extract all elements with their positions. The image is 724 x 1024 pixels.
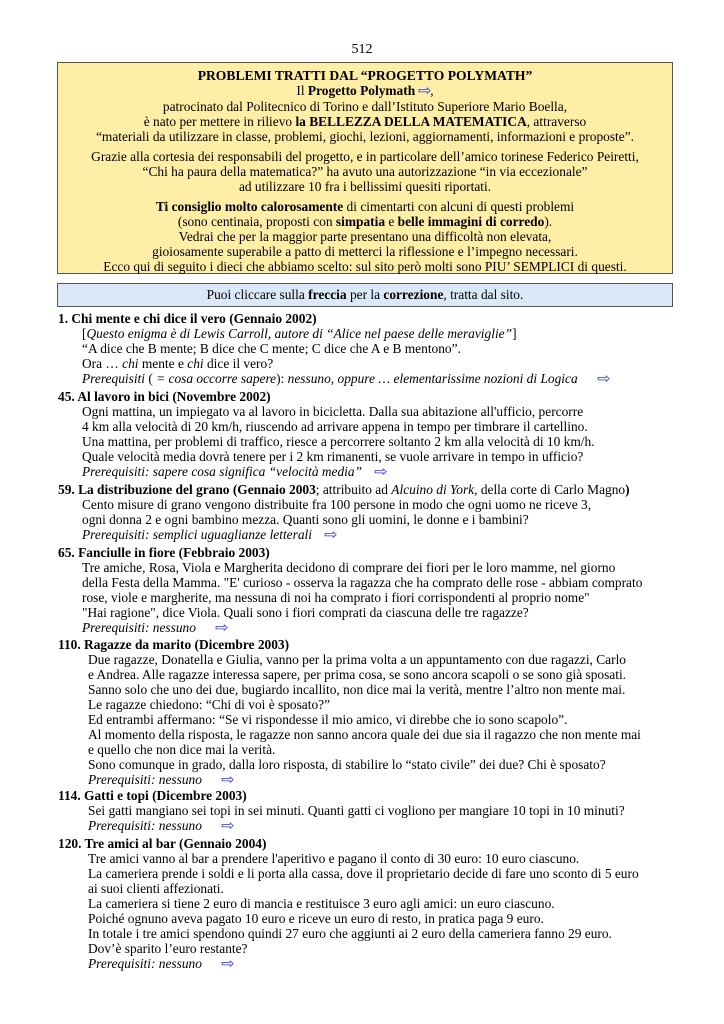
text: Puoi cliccare sulla: [206, 287, 309, 302]
problem-line: Ogni mattina, un impiegato va al lavoro in bicicletta. Dalla sua abitazione all'ufficio, percorre: [82, 404, 584, 419]
text: Ora …: [82, 356, 123, 371]
text: Prerequisiti: nessuno: [88, 818, 202, 833]
arrow-right-icon[interactable]: ⇨: [374, 464, 389, 480]
text: (sono centinaia, proposti con: [177, 214, 336, 229]
text: , della corte di Carlo Magno: [474, 482, 626, 497]
problem-body: [58, 326, 688, 387]
text: Prerequisiti: [82, 371, 145, 386]
problem-line: della Festa della Mamma. "E' curioso - osserva la ragazza che ha comprato delle rose - abbiam comprato: [82, 575, 643, 590]
bold-text: Ti consiglio molto calorosamente: [155, 199, 344, 214]
problem-110: [58, 637, 688, 788]
problem-line: Le ragazze chiedono: “Chi di voi è sposato?”: [88, 697, 331, 712]
problem-line: ai suoi clienti affezionati.: [88, 881, 224, 896]
problem-line: Ed entrambi affermano: “Se vi rispondesse il mio amico, vi direbbe che io sono scapolo”.: [88, 712, 568, 727]
text: ): [625, 482, 630, 497]
intro-line-9: [58, 214, 672, 229]
text: 59. La distribuzione del grano (Gennaio 2003: [58, 482, 316, 497]
prerequisites: [88, 772, 688, 788]
intro-line-10: Vedrai che per la maggior parte presentano una difficoltà non elevata,: [178, 229, 552, 244]
bold-text: simpatia: [335, 214, 386, 229]
problem-line: Tre amiche, Rosa, Viola e Margherita decidono di comprare dei fiori per le loro mamme, nel giorno: [82, 560, 616, 575]
problem-line: Cento misure di grano vengono distribuite fra 100 persone in modo che ogni uomo ne riceve 3,: [82, 497, 592, 512]
problem-line: Dov’è sparito l’euro restante?: [88, 941, 248, 956]
problem-body: [58, 652, 688, 788]
problem-line: [82, 356, 688, 371]
page-number: 512: [351, 42, 373, 57]
bold-text: la BELLEZZA DELLA MATEMATICA: [295, 114, 527, 129]
arrow-right-icon[interactable]: ⇨: [596, 371, 611, 387]
text: Prerequisiti: nessuno: [82, 620, 196, 635]
bold-text: freccia: [308, 287, 347, 302]
text: di cimentarti con alcuni di questi problemi: [343, 199, 575, 214]
problem-line: ogni donna 2 e ogni bambino mezza. Quanti sono gli uomini, le donne e i bambini?: [82, 512, 529, 527]
arrow-right-icon[interactable]: ⇨: [417, 83, 432, 99]
text: ):: [276, 371, 288, 386]
arrow-right-icon[interactable]: ⇨: [221, 818, 235, 834]
problem-line: rose, viole e margherite, ma nessuna di noi ha comprato i fiori corrispondenti al proprio nome": [82, 590, 590, 605]
problem-heading: 1. Chi mente e chi dice il vero (Gennaio 2002): [58, 311, 317, 326]
problem-heading: 114. Gatti e topi (Dicembre 2003): [58, 788, 247, 803]
intro-line-4: “materiali da utilizzare in classe, problemi, giochi, lezioni, aggiornamenti, informazioni e proposte”.: [95, 129, 635, 144]
problem-body: [58, 404, 688, 480]
text: è nato per mettere in rilievo: [143, 114, 296, 129]
text: mente e: [138, 356, 188, 371]
italic-text: chi: [122, 356, 139, 371]
text: ,: [430, 83, 434, 98]
prerequisites: [88, 956, 688, 972]
problem-line: e quello che non dice mai la verità.: [88, 742, 276, 757]
text: Prerequisiti: semplici uguaglianze letterali: [82, 527, 312, 542]
project-name: Progetto Polymath: [307, 83, 416, 98]
problem-120: [58, 836, 688, 972]
text: ; attribuito ad: [315, 482, 392, 497]
problem-line: 4 km alla velocità di 20 km/h, riuscendo ad arrivare appena in tempo per timbrare il cartellino.: [82, 419, 588, 434]
problem-line: “A dice che B mente; B dice che C mente; C dice che A e B mentono”.: [82, 341, 461, 356]
problem-line: In totale i tre amici spendono quindi 27 euro che aggiunti ai 2 euro della cameriera fanno 29 euro.: [88, 926, 612, 941]
problem-body: [58, 803, 688, 834]
text: (: [144, 371, 157, 386]
text: dice il vero?: [203, 356, 274, 371]
prerequisites: [82, 527, 688, 543]
problem-line: Sanno solo che uno dei due, bugiardo incallito, non dice mai la verità, mentre l’altro non mente mai.: [88, 682, 626, 697]
intro-line-6: “Chi ha paura della matematica?” ha avuto una autorizzazione “in via eccezionale”: [142, 164, 588, 179]
text: Il: [296, 83, 308, 98]
problem-59: [58, 482, 688, 543]
arrow-right-icon[interactable]: ⇨: [221, 956, 235, 972]
intro-line-8: [58, 199, 672, 214]
prerequisites: [82, 464, 688, 480]
intro-line-5: Grazie alla cortesia dei responsabili del progetto, e in particolare dell’amico torinese Federico Peiretti,: [91, 149, 639, 164]
prerequisites: [88, 818, 688, 834]
problem-114: [58, 788, 688, 834]
problem-line: Sono comunque in grado, dalla loro risposta, di stabilire lo “stato civile” dei due? Chi è sposato?: [88, 757, 606, 772]
italic-text: Alcuino di York: [391, 482, 475, 497]
text: ]: [512, 326, 517, 341]
problem-body: [58, 560, 688, 636]
arrow-right-icon[interactable]: ⇨: [221, 772, 235, 788]
problem-heading: 120. Tre amici al bar (Gennaio 2004): [58, 836, 267, 851]
problem-line: Tre amici vanno al bar a prendere l'aperitivo e pagano il conto di 30 euro: 10 euro ciascuno.: [88, 851, 580, 866]
intro-title: PROBLEMI TRATTI DAL “PROGETTO POLYMATH”: [197, 68, 533, 83]
problem-line: Al momento della risposta, le ragazze non sanno ancora quale dei due sia il ragazzo che non mente mai: [88, 727, 641, 742]
problem-line: La cameriera prende i soldi e li porta alla cassa, dove il proprietario decide di fare uno sconto di 5 euro: [88, 866, 639, 881]
problem-45: [58, 389, 688, 480]
problem-1: [58, 311, 688, 387]
text: per la: [346, 287, 384, 302]
bold-text: correzione: [383, 287, 444, 302]
text: nessuno, oppure … elementarissime nozioni di Logica: [287, 371, 578, 386]
problem-heading: 65. Fanciulle in fiore (Febbraio 2003): [58, 545, 270, 560]
problem-body: [58, 497, 688, 543]
problem-line: Sei gatti mangiano sei topi in sei minuti. Quanti gatti ci vogliono per mangiare 10 topi in 10 minuti?: [88, 803, 625, 818]
problem-65: [58, 545, 688, 636]
italic-text: Questo enigma è di Lewis Carroll, autore di “Alice nel paese delle meraviglie”: [86, 326, 513, 341]
problem-heading: 45. Al lavoro in bici (Novembre 2002): [58, 389, 271, 404]
text: = cosa occorre sapere: [156, 371, 277, 386]
problem-heading: 110. Ragazze da marito (Dicembre 2003): [58, 637, 290, 652]
problem-line: Una mattina, per problemi di traffico, riesce a percorrere soltanto 2 km alla velocità di 10 km/h.: [82, 434, 595, 449]
intro-line-12: Ecco qui di seguito i dieci che abbiamo scelto: sul sito però molti sono PIU’ SEMPLICI di questi.: [103, 259, 627, 274]
text: Prerequisiti: nessuno: [88, 772, 202, 787]
bold-text: belle immagini di corredo: [397, 214, 545, 229]
problem-line: Due ragazze, Donatella e Giulia, vanno per la prima volta a un appuntamento con due ragazzi, Carlo: [88, 652, 627, 667]
problem-line: La cameriera si tiene 2 euro di mancia e restituisce 3 euro agli amici: un euro ciascuno.: [88, 896, 555, 911]
text: [: [82, 326, 87, 341]
text: , tratta dal sito.: [443, 287, 524, 302]
intro-line-11: gioiosamente superabile a patto di metterci la riflessione e l’impegno necessari.: [152, 244, 578, 259]
intro-line-2: patrocinato dal Politecnico di Torino e dall’Istituto Superiore Mario Boella,: [162, 99, 568, 114]
prerequisites: [82, 620, 688, 636]
problem-heading: [58, 482, 688, 497]
problem-line: Poiché ognuno aveva pagato 10 euro e riceve un euro di resto, in pratica paga 9 euro.: [88, 911, 544, 926]
problem-line: Quale velocità media dovrà tenere per i 2 km rimanenti, se vuole arrivare in tempo in ufficio?: [82, 449, 584, 464]
text: ).: [544, 214, 553, 229]
arrow-right-icon[interactable]: ⇨: [324, 527, 338, 543]
text: e: [385, 214, 398, 229]
notice-box: [57, 283, 673, 307]
problem-line: e Andrea. Alle ragazze interessa sapere, per prima cosa, se sono ancora scapoli o se sono già sposati.: [88, 667, 627, 682]
text: Prerequisiti: nessuno: [88, 956, 202, 971]
problem-body: [58, 851, 688, 972]
arrow-right-icon[interactable]: ⇨: [215, 620, 229, 636]
intro-line-3: [58, 114, 672, 129]
text: , attraverso: [526, 114, 587, 129]
text: Prerequisiti: sapere cosa significa “velocità media”: [82, 464, 363, 479]
italic-text: chi: [187, 356, 204, 371]
intro-line-7: ad utilizzare 10 fra i bellissimi quesiti riportati.: [238, 179, 492, 194]
intro-box: [57, 62, 673, 274]
prerequisites: [82, 371, 688, 387]
problem-line: [82, 326, 688, 341]
intro-line-1: [58, 83, 672, 99]
problem-line: "Hai ragione", dice Viola. Quali sono i fiori comprati da ciascuna delle tre ragazze?: [82, 605, 529, 620]
